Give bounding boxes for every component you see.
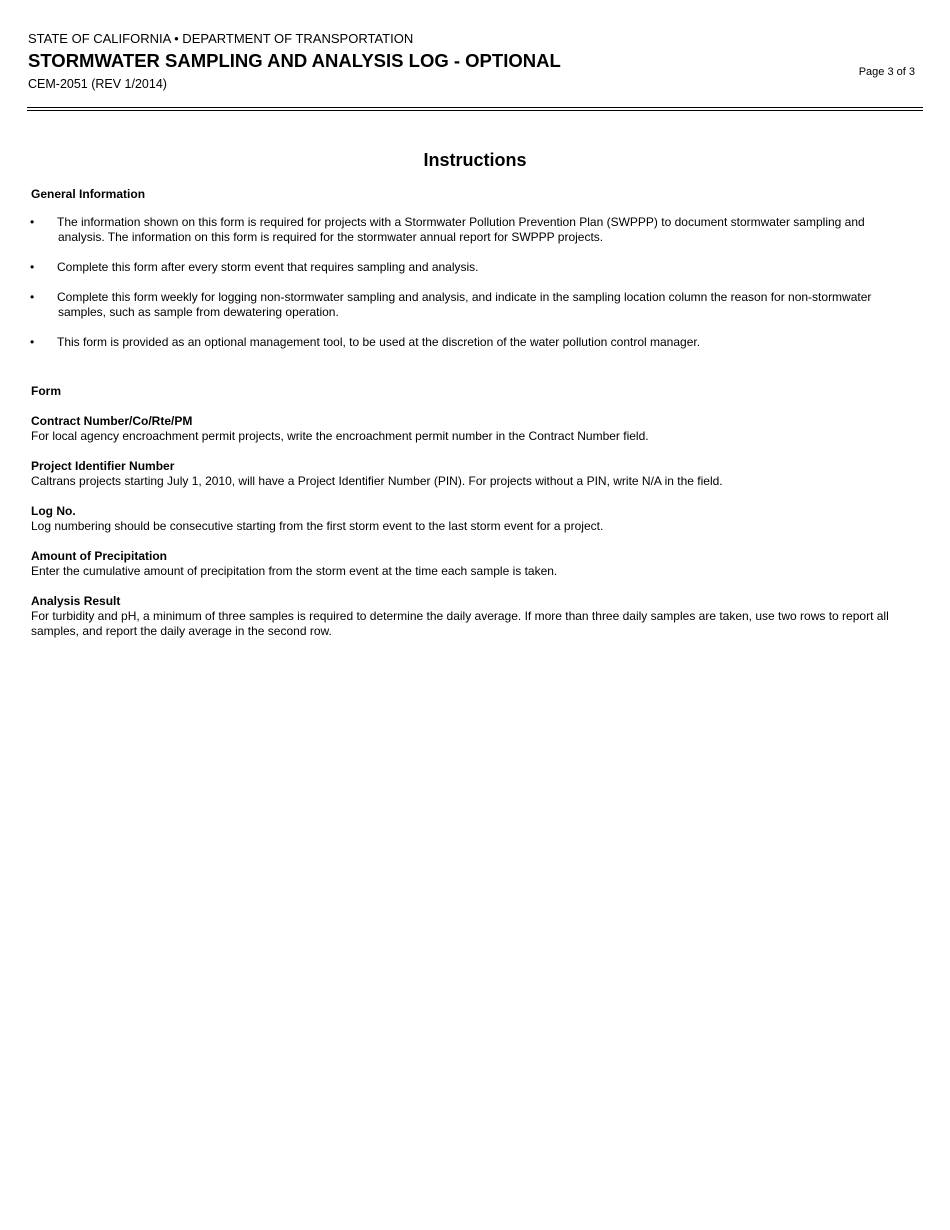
field-term: Analysis Result [31, 594, 121, 608]
list-item-text: Complete this form weekly for logging non-stormwater sampling and analysis, and indicate in the sampling location column the reason for non-stormwater samples, such as sample from dewatering operation. [57, 290, 872, 319]
list-item [31, 215, 911, 245]
field-description: For turbidity and pH, a minimum of three samples is required to determine the daily average. If more than three daily samples are taken, use two rows to report all samples, and report the daily average in the second row. [31, 609, 889, 638]
list-item [31, 335, 911, 350]
general-information-list [31, 215, 911, 350]
field-description: For local agency encroachment permit projects, write the encroachment permit number in the Contract Number field. [31, 429, 649, 443]
field-entry-log-number [31, 504, 911, 534]
list-item-text: The information shown on this form is required for projects with a Stormwater Pollution Prevention Plan (SWPPP) to document stormwater sampling and analysis. The information on this form is required for the stormwater annual report for SWPPP projects. [57, 215, 865, 244]
field-entry-contract-number [31, 414, 911, 444]
list-item-text: This form is provided as an optional management tool, to be used at the discretion of the water pollution control manager. [57, 335, 701, 349]
header-divider-bottom [27, 110, 923, 111]
header-divider-top [27, 107, 923, 108]
bullet-icon: • [30, 260, 35, 274]
field-entry-precipitation [31, 549, 911, 579]
field-description: Enter the cumulative amount of precipitation from the storm event at the time each sample is taken. [31, 564, 558, 578]
form-title: STORMWATER SAMPLING AND ANALYSIS LOG - OPTIONAL [28, 50, 561, 71]
field-term: Log No. [31, 504, 76, 518]
form-header [28, 31, 923, 92]
agency-name: STATE OF CALIFORNIA • DEPARTMENT OF TRANSPORTATION [28, 31, 414, 46]
instructions-heading: Instructions [423, 150, 527, 170]
list-item [31, 290, 911, 320]
form-section-label: Form [31, 384, 61, 398]
field-description: Caltrans projects starting July 1, 2010, will have a Project Identifier Number (PIN). For projects without a PIN, write N/A in the field. [31, 474, 723, 488]
field-term: Contract Number/Co/Rte/PM [31, 414, 193, 428]
field-term: Amount of Precipitation [31, 549, 167, 563]
general-information-label: General Information [31, 187, 146, 201]
bullet-icon: • [30, 335, 35, 349]
field-entry-project-identifier [31, 459, 911, 489]
instructions-body [31, 187, 911, 639]
field-description: Log numbering should be consecutive starting from the first storm event to the last storm event for a project. [31, 519, 604, 533]
page-number: Page 3 of 3 [858, 66, 915, 78]
form-number: CEM-2051 (REV 1/2014) [28, 77, 167, 91]
bullet-icon: • [30, 215, 35, 229]
field-entry-analysis-result [31, 594, 911, 639]
list-item [31, 260, 911, 275]
bullet-icon: • [30, 290, 35, 304]
list-item-text: Complete this form after every storm event that requires sampling and analysis. [57, 260, 479, 274]
field-term: Project Identifier Number [31, 459, 175, 473]
